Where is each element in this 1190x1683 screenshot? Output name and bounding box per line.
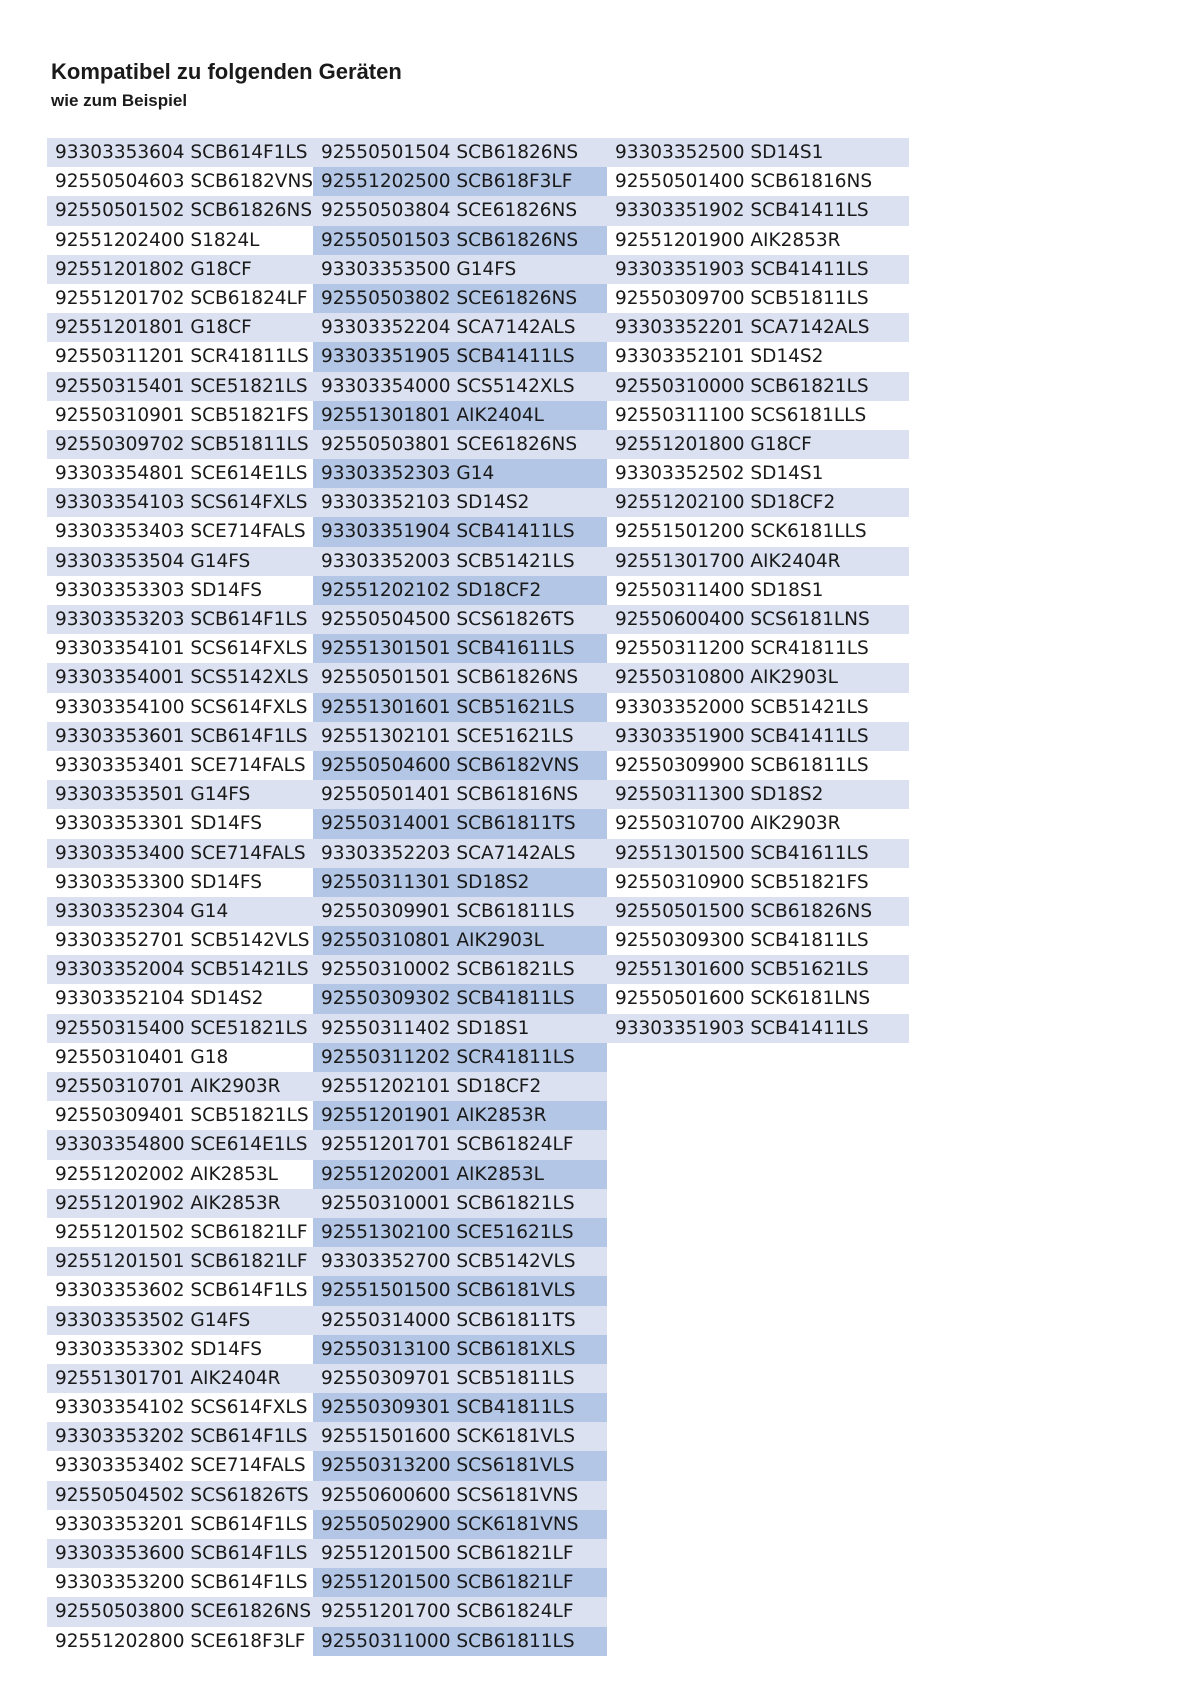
device-list-item: 92550315400 SCE51821LS: [47, 1014, 313, 1043]
device-list-item: 92550501600 SCK6181LNS: [607, 984, 909, 1013]
device-list-item: 92550311402 SD18S1: [313, 1014, 607, 1043]
device-list-item: 92550313200 SCS6181VLS: [313, 1451, 607, 1480]
device-list-item: 93303354000 SCS5142XLS: [313, 372, 607, 401]
device-list-item: 93303353300 SD14FS: [47, 868, 313, 897]
device-list-item: 92550504600 SCB6182VNS: [313, 751, 607, 780]
device-list-item: 93303353200 SCB614F1LS: [47, 1568, 313, 1597]
device-list-item: 92550314000 SCB61811TS: [313, 1306, 607, 1335]
device-list-item: 92550311200 SCR41811LS: [607, 634, 909, 663]
device-list-item: 93303353600 SCB614F1LS: [47, 1539, 313, 1568]
device-list-item: 93303352101 SD14S2: [607, 342, 909, 371]
device-list-item: 93303353301 SD14FS: [47, 809, 313, 838]
device-list-item: 92551202001 AIK2853L: [313, 1160, 607, 1189]
device-list-item: 92551201500 SCB61821LF: [313, 1568, 607, 1597]
device-list-item: 92551501500 SCB6181VLS: [313, 1276, 607, 1305]
device-list-item: 92550311400 SD18S1: [607, 576, 909, 605]
device-list-item: 92550310000 SCB61821LS: [607, 372, 909, 401]
device-list-item: 93303352502 SD14S1: [607, 459, 909, 488]
device-list-item: 92550309300 SCB41811LS: [607, 926, 909, 955]
device-list-item: 93303353402 SCE714FALS: [47, 1451, 313, 1480]
device-list-item: 92550504603 SCB6182VNS: [47, 167, 313, 196]
device-list-item: 92550311000 SCB61811LS: [313, 1627, 607, 1656]
device-list-item: 92550309302 SCB41811LS: [313, 984, 607, 1013]
device-list-item: 92550310800 AIK2903L: [607, 663, 909, 692]
device-list-item: 92550311202 SCR41811LS: [313, 1043, 607, 1072]
device-list-item: 92550310701 AIK2903R: [47, 1072, 313, 1101]
device-list-item: 92551201800 G18CF: [607, 430, 909, 459]
device-list-item: 93303353504 G14FS: [47, 547, 313, 576]
device-list-item: 92550311100 SCS6181LLS: [607, 401, 909, 430]
device-list-item: 92551302100 SCE51621LS: [313, 1218, 607, 1247]
device-list-item: 92551501600 SCK6181VLS: [313, 1422, 607, 1451]
device-list-item: 93303353501 G14FS: [47, 780, 313, 809]
device-list-item: 92550503804 SCE61826NS: [313, 196, 607, 225]
device-list-item: 92550309901 SCB61811LS: [313, 897, 607, 926]
device-list-item: 92550501401 SCB61816NS: [313, 780, 607, 809]
device-list-item: 92550315401 SCE51821LS: [47, 372, 313, 401]
device-list-item: 92550309702 SCB51811LS: [47, 430, 313, 459]
device-list-item: 92550309701 SCB51811LS: [313, 1364, 607, 1393]
device-list-item: 92550503800 SCE61826NS: [47, 1597, 313, 1626]
device-list-item: 93303352204 SCA7142ALS: [313, 313, 607, 342]
device-list-item: 92551301601 SCB51621LS: [313, 693, 607, 722]
device-list-item: 92550314001 SCB61811TS: [313, 809, 607, 838]
device-list-item: 92551201900 AIK2853R: [607, 226, 909, 255]
device-list-column-2: [313, 138, 607, 1656]
device-list-item: 93303353601 SCB614F1LS: [47, 722, 313, 751]
device-list-item: 93303351903 SCB41411LS: [607, 255, 909, 284]
device-list-item: 93303353400 SCE714FALS: [47, 839, 313, 868]
device-list-item: 92551201901 AIK2853R: [313, 1101, 607, 1130]
device-list-item: 92550600600 SCS6181VNS: [313, 1481, 607, 1510]
device-list-item: 92551202400 S1824L: [47, 226, 313, 255]
device-list-item: 93303352104 SD14S2: [47, 984, 313, 1013]
device-list-item: 92551202002 AIK2853L: [47, 1160, 313, 1189]
device-list-item: 92551301701 AIK2404R: [47, 1364, 313, 1393]
device-list-item: 92551301700 AIK2404R: [607, 547, 909, 576]
device-list-item: 92550501502 SCB61826NS: [47, 196, 313, 225]
page-title: Kompatibel zu folgenden Geräten: [51, 59, 402, 84]
device-list-item: 92550502900 SCK6181VNS: [313, 1510, 607, 1539]
device-list-item: 92550501504 SCB61826NS: [313, 138, 607, 167]
device-list-item: 92550309401 SCB51821LS: [47, 1101, 313, 1130]
device-list-item: 92550309301 SCB41811LS: [313, 1393, 607, 1422]
device-list-item: 93303352103 SD14S2: [313, 488, 607, 517]
device-list-item: 92551201801 G18CF: [47, 313, 313, 342]
device-list-item: 93303353201 SCB614F1LS: [47, 1510, 313, 1539]
device-list-item: 92550309900 SCB61811LS: [607, 751, 909, 780]
device-list-item: 93303352701 SCB5142VLS: [47, 926, 313, 955]
device-list-item: 92550504502 SCS61826TS: [47, 1481, 313, 1510]
device-list-item: 93303353303 SD14FS: [47, 576, 313, 605]
device-list-item: 92551201700 SCB61824LF: [313, 1597, 607, 1626]
device-list-item: 93303352500 SD14S1: [607, 138, 909, 167]
device-list-item: 92550310700 AIK2903R: [607, 809, 909, 838]
device-list-item: 93303354001 SCS5142XLS: [47, 663, 313, 692]
device-list-item: 92550311301 SD18S2: [313, 868, 607, 897]
device-list-item: 93303352303 G14: [313, 459, 607, 488]
device-list-item: 92551302101 SCE51621LS: [313, 722, 607, 751]
device-list-item: 93303351902 SCB41411LS: [607, 196, 909, 225]
device-list-item: 92551201501 SCB61821LF: [47, 1247, 313, 1276]
device-list-item: 92550504500 SCS61826TS: [313, 605, 607, 634]
device-list-item: 92550313100 SCB6181XLS: [313, 1335, 607, 1364]
device-list-item: 92551301801 AIK2404L: [313, 401, 607, 430]
device-list-item: 93303352700 SCB5142VLS: [313, 1247, 607, 1276]
device-list-item: 92550501500 SCB61826NS: [607, 897, 909, 926]
device-list-item: 93303351904 SCB41411LS: [313, 517, 607, 546]
device-list-item: 93303354100 SCS614FXLS: [47, 693, 313, 722]
device-list-item: 92551201902 AIK2853R: [47, 1189, 313, 1218]
device-list-item: 93303351905 SCB41411LS: [313, 342, 607, 371]
device-list-item: 93303352000 SCB51421LS: [607, 693, 909, 722]
device-list-item: 92551202800 SCE618F3LF: [47, 1627, 313, 1656]
device-list-item: 92550310001 SCB61821LS: [313, 1189, 607, 1218]
device-list-item: 92551201701 SCB61824LF: [313, 1130, 607, 1159]
device-list-item: 93303354101 SCS614FXLS: [47, 634, 313, 663]
device-list-item: 93303353500 G14FS: [313, 255, 607, 284]
device-list-item: 92550310901 SCB51821FS: [47, 401, 313, 430]
device-list-item: 92550310401 G18: [47, 1043, 313, 1072]
device-list-item: 92550311300 SD18S2: [607, 780, 909, 809]
device-list-item: 92550310900 SCB51821FS: [607, 868, 909, 897]
device-list-column-3: [607, 138, 909, 1043]
device-list-item: 92551201702 SCB61824LF: [47, 284, 313, 313]
device-list-item: 92550501501 SCB61826NS: [313, 663, 607, 692]
device-list-item: 92550600400 SCS6181LNS: [607, 605, 909, 634]
device-list-item: 92551201502 SCB61821LF: [47, 1218, 313, 1247]
device-list-item: 93303352203 SCA7142ALS: [313, 839, 607, 868]
device-list-column-1: [47, 138, 313, 1656]
device-list-item: 93303351900 SCB41411LS: [607, 722, 909, 751]
device-list-item: 92551201802 G18CF: [47, 255, 313, 284]
device-list-item: 92550503802 SCE61826NS: [313, 284, 607, 313]
device-list-item: 93303353203 SCB614F1LS: [47, 605, 313, 634]
device-list-item: 92551202102 SD18CF2: [313, 576, 607, 605]
device-list-item: 92551202101 SD18CF2: [313, 1072, 607, 1101]
device-list-item: 93303352201 SCA7142ALS: [607, 313, 909, 342]
device-list-item: 92550311201 SCR41811LS: [47, 342, 313, 371]
device-list-item: 92550501503 SCB61826NS: [313, 226, 607, 255]
device-list-item: 92550310801 AIK2903L: [313, 926, 607, 955]
device-list-item: 93303354103 SCS614FXLS: [47, 488, 313, 517]
page-subtitle: wie zum Beispiel: [51, 91, 188, 110]
device-list-item: 93303352003 SCB51421LS: [313, 547, 607, 576]
device-list-item: 93303353403 SCE714FALS: [47, 517, 313, 546]
device-list-item: 93303352304 G14: [47, 897, 313, 926]
device-list-item: 93303353602 SCB614F1LS: [47, 1276, 313, 1305]
device-list-item: 92551301500 SCB41611LS: [607, 839, 909, 868]
device-list-item: 92550310002 SCB61821LS: [313, 955, 607, 984]
device-list-item: 93303353302 SD14FS: [47, 1335, 313, 1364]
device-list-item: 93303353502 G14FS: [47, 1306, 313, 1335]
device-list-item: 92551301501 SCB41611LS: [313, 634, 607, 663]
device-list-item: 93303351903 SCB41411LS: [607, 1014, 909, 1043]
device-list-item: 92551501200 SCK6181LLS: [607, 517, 909, 546]
device-list-item: 93303353401 SCE714FALS: [47, 751, 313, 780]
device-list-item: 92551301600 SCB51621LS: [607, 955, 909, 984]
device-list-item: 93303353604 SCB614F1LS: [47, 138, 313, 167]
device-list-item: 92550501400 SCB61816NS: [607, 167, 909, 196]
device-list-item: 93303354800 SCE614E1LS: [47, 1130, 313, 1159]
device-list-item: 92551202100 SD18CF2: [607, 488, 909, 517]
device-list-item: 92550309700 SCB51811LS: [607, 284, 909, 313]
device-list-item: 93303352004 SCB51421LS: [47, 955, 313, 984]
device-list-item: 92550503801 SCE61826NS: [313, 430, 607, 459]
device-list-item: 93303353202 SCB614F1LS: [47, 1422, 313, 1451]
device-list-item: 92551202500 SCB618F3LF: [313, 167, 607, 196]
device-list-item: 93303354801 SCE614E1LS: [47, 459, 313, 488]
device-list-item: 92551201500 SCB61821LF: [313, 1539, 607, 1568]
device-list-item: 93303354102 SCS614FXLS: [47, 1393, 313, 1422]
